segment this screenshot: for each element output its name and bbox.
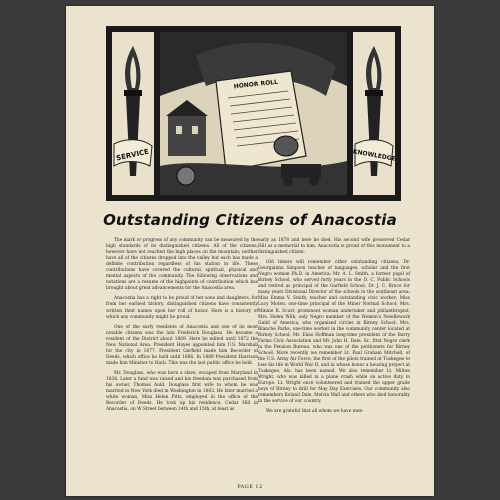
page-number: PAGE 12 [237,484,263,490]
paragraph: Old timers will remember other outstanding citizens, Dr. Georgianna Simpson teacher of languages, scholar and the first Negro woman Ph.D. in America; Mr. A. L. Smith, a former pupil of Birney School, who served forty years in the D. C. Public Schools and retired as principal of the Garfield School; Dr. J. C. Bruce for many years Divisional Director of the schools in the southeast area; Miss Emma V. Smith, teacher and outstanding civic worker; Miss Lucy Moten, one-time principal of the Miner Normal School; Mrs. Minnie B. Scurr, prominent woman undertaker and philanthropist; Mrs. Helen Wilk, only Negro member of the Women's Needlework Guild of America, who organized circles in Birney School; Mrs. Blanche Parks, one-time worker in the community center located at Birney School; Mr. Elias Hoffman long-time president of the Barry Farms Civic Association and Mr. John H. Dale, Sr., first Negro clerk in the Pension Bureau, who was one of the petitioners for Birney School. More recently we remember Lt. Paul Graham Mitchell, of the U.S. Army Air Force, the first of the pilots trained at Tuskegee to lose his life in World War II, and in whose honor a housing project at Tuskegee, Ala. has been named. We also remember Lt. Milton Wright, who was killed in a plane crash while on active duty in Europe. Lt. Wright once volunteered and trained the upper grade boys of Birney to drill for May Day Exercises. Our community also remembers Roland Dale, Melvin Wall and others who died honorably in the service of our country. [258,260,410,405]
paragraph: The mark or progress of any community can be measured by the high standards of its distinguished citizens. All of the citizens, however have not reached the high places on the mountain; neither have all of the citizens dropped into the valley but each has made a definite contribution regardless of his station in life. These contributions have covered the cultural, spiritual, physical and mental aspects of the community. The following observations and notations are a resume of the highpoints of contribution which has brought about great advancements for the Anacostia area. [106,238,258,292]
paragraph: Mr. Douglass, who was born a slave, escaped from Maryland in 1838. Later a fund was raised and his freedom was purchased from his owner, Thomas Auld. Douglass first wife to whom he was married in New York died in Washington in 1882. He later married a white woman, Miss Helen Pitts, employed in the office of the Recorder of Deeds. He took up his residence, Cedar Hill in Anacostia, on W Street between 14th and 15th, at least as [106,370,258,413]
left-column [106,238,258,417]
paragraph: Anacostia has a right to be proud of her sons and daughters, for from her earliest history, distinguished citizens have consistently written their names upon her roll of honor. Here is a history of which any community might be proud. [106,296,258,320]
honor-roll-label: HONOR ROLL [233,78,279,91]
paragraph: One of the early residents of Anacostia and one of its most notable citizens was the late Frederick Douglass. He became a resident of the District about 1869. Here he edited until 1872 the New National Area. President Hayes appointed him U.S. Marshall for the city in 1877. President Garfield made him Recorder of Deeds, which office he held until 1886. In 1889 President Harrison made him Minister to Haiti. This was the last public office he held. [106,324,258,366]
illustration-banner [106,26,401,201]
seal-icon [274,136,298,156]
article-title: Outstanding Citizens of Anacostia [103,211,397,229]
right-column [258,238,410,419]
paragraph: We are grateful that all whom we have men- [266,409,364,415]
globe-icon [177,167,195,185]
right-banner-text: KNOWLEDGE [352,148,397,163]
document-page [66,6,434,496]
left-banner-text: SERVICE [115,147,150,163]
paragraph: early as 1878 and here he died. His second wife preserved Cedar Hill as a memorial to him. Anacostia is proud of this monument to a distinguished citizen. [258,238,410,256]
